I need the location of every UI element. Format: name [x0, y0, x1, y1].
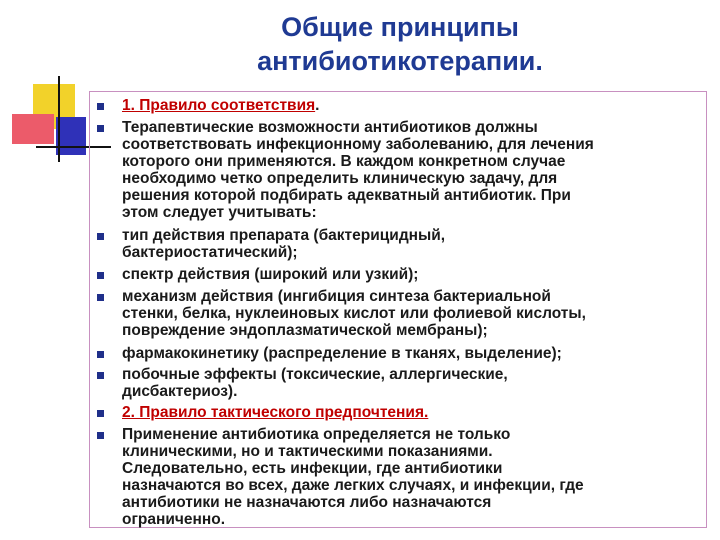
- bullet-line: стенки, белка, нуклеиновых кислот или фолиевой кислоты,: [122, 305, 586, 322]
- bullet-text: [122, 119, 697, 221]
- bullet-square-icon: [97, 233, 104, 240]
- bullet-line: которого они применяются. В каждом конкретном случае: [122, 153, 566, 170]
- slide-title-line1: Общие принципы: [281, 12, 519, 42]
- rule-heading: [122, 97, 697, 114]
- bullet-line: Применение антибиотика определяется не только: [122, 426, 511, 443]
- bullet-line: соответствовать инфекционному заболеванию, для лечения: [122, 136, 594, 153]
- bullet-line: Терапевтические возможности антибиотиков должны: [122, 119, 538, 136]
- bullet-text: [122, 288, 697, 339]
- bullet-square-icon: [97, 294, 104, 301]
- slide-title: [150, 10, 650, 78]
- bullet-line: повреждение эндоплазматической мембраны);: [122, 322, 488, 339]
- bullet-line: клиническими, но и тактическими показаниями.: [122, 443, 493, 460]
- bullet-line: 1. Правило соответствия.: [122, 97, 320, 114]
- bullet-line: механизм действия (ингибиция синтеза бактериальной: [122, 288, 551, 305]
- bullet-line: этом следует учитывать:: [122, 204, 317, 221]
- bullet-line: назначаются во всех, даже легких случаях, и инфекции, где: [122, 477, 584, 494]
- bullet-square-icon: [97, 125, 104, 132]
- bullet-line: необходимо четко определить клиническую задачу, для: [122, 170, 558, 187]
- bullet-line: 2. Правило тактического предпочтения.: [122, 404, 429, 421]
- bullet-line: фармакокинетику (распределение в тканях, выделение);: [122, 345, 562, 362]
- bullet-text: [122, 426, 697, 528]
- bullet-square-icon: [97, 410, 104, 417]
- bullet-text: [122, 345, 697, 362]
- bullet-text: [122, 366, 697, 400]
- decor-blue-square: [56, 117, 86, 155]
- bullet-square-icon: [97, 372, 104, 379]
- bullet-text: [122, 227, 697, 261]
- bullet-line: побочные эффекты (токсические, аллергические,: [122, 366, 508, 383]
- bullet-text: [122, 266, 697, 283]
- bullet-line: ограниченно.: [122, 511, 226, 528]
- decor-red-square: [12, 114, 54, 144]
- bullet-line: решения которой подбирать адекватный антибиотик. При: [122, 187, 571, 204]
- slide-title-line2: антибиотикотерапии.: [257, 46, 543, 76]
- bullet-line: дисбактериоз).: [122, 383, 238, 400]
- bullet-square-icon: [97, 432, 104, 439]
- bullet-square-icon: [97, 103, 104, 110]
- decor-vertical-line: [58, 76, 60, 162]
- bullet-line: тип действия препарата (бактерицидный,: [122, 227, 446, 244]
- bullet-square-icon: [97, 272, 104, 279]
- bullet-square-icon: [97, 351, 104, 358]
- bullet-line: антибиотики не назначаются либо назначаются: [122, 494, 492, 511]
- rule-heading: [122, 404, 697, 421]
- bullet-line: бактериостатический);: [122, 244, 298, 261]
- bullet-line: Следовательно, есть инфекции, где антибиотики: [122, 460, 503, 477]
- bullet-line: спектр действия (широкий или узкий);: [122, 266, 419, 283]
